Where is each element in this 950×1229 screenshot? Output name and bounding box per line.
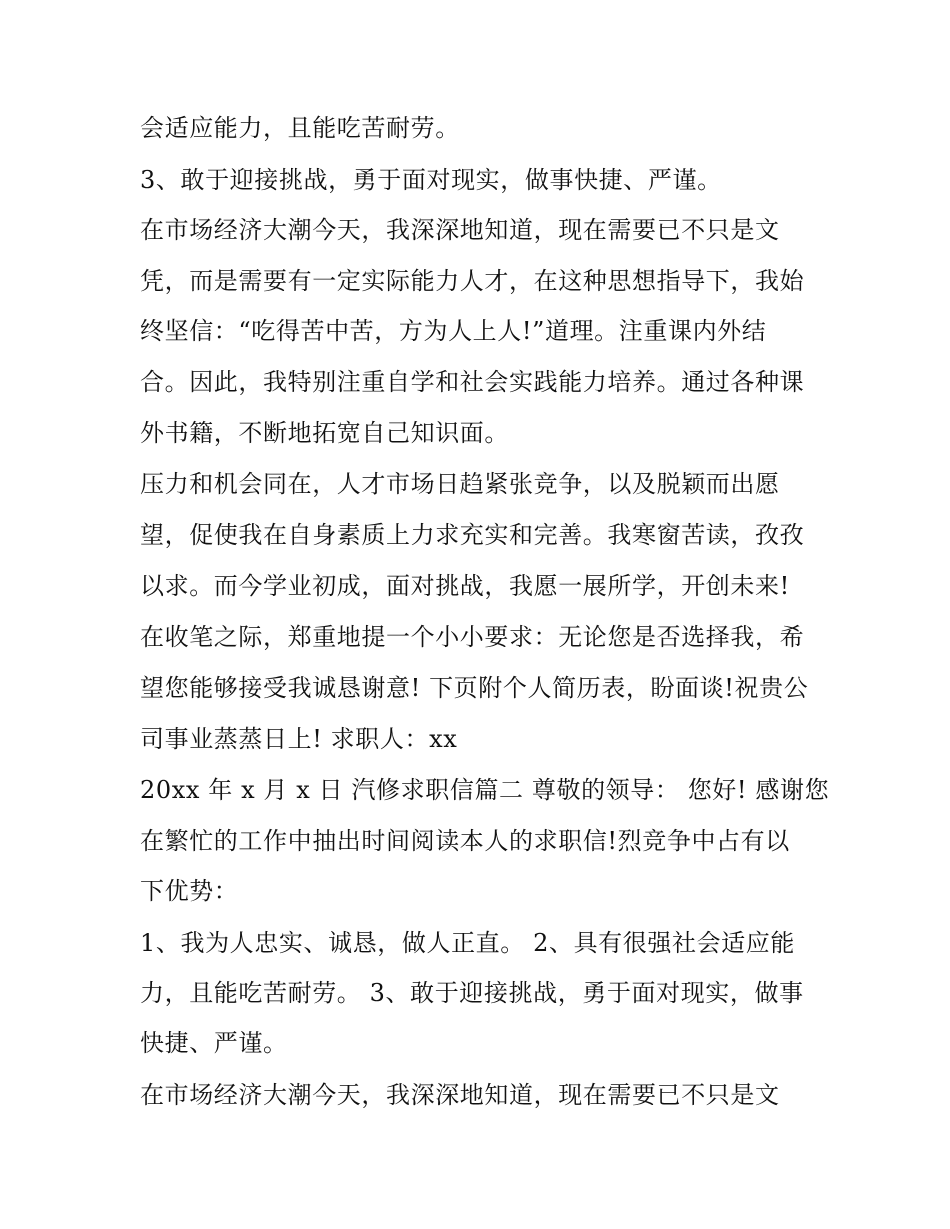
- text-line: 司事业蒸蒸日上! 求职人：xx: [140, 725, 458, 753]
- text-line: 20xx 年 x 月 x 日 汽修求职信篇二 尊敬的领导： 您好! 感谢您: [140, 776, 830, 804]
- text-line: 终坚信：“吃得苦中苦，方为人上人!”道理。注重课内外结: [140, 317, 767, 345]
- text-line: 力，且能吃苦耐劳。 3、敢于迎接挑战，勇于面对现实，做事: [140, 979, 804, 1007]
- text-line: 以求。而今学业初成，面对挑战，我愿一展所学，开创未来!: [140, 572, 790, 600]
- text-line: 外书籍，不断地拓宽自己知识面。: [140, 419, 509, 447]
- text-line: 望您能够接受我诚恳谢意! 下页附个人简历表，盼面谈!祝贵公: [140, 674, 809, 702]
- text-line: 压力和机会同在，人才市场日趋紧张竞争，以及脱颖而出愿: [140, 470, 780, 498]
- text-line: 在市场经济大潮今天，我深深地知道，现在需要已不只是文: [140, 1081, 780, 1109]
- text-line: 3、敢于迎接挑战，勇于面对现实，做事快捷、严谨。: [140, 166, 722, 194]
- text-line: 在收笔之际，郑重地提一个小小要求：无论您是否选择我，希: [140, 623, 805, 651]
- text-line: 在繁忙的工作中抽出时间阅读本人的求职信!烈竞争中占有以: [140, 827, 790, 855]
- text-line: 合。因此，我特别注重自学和社会实践能力培养。通过各种课: [140, 368, 805, 396]
- text-line: 望，促使我在自身素质上力求充实和完善。我寒窗苦读，孜孜: [140, 521, 805, 549]
- text-line: 下优势：: [140, 877, 239, 905]
- text-line: 快捷、严谨。: [140, 1029, 288, 1057]
- text-line: 会适应能力，且能吃苦耐劳。: [140, 114, 460, 142]
- text-line: 1、我为人忠实、诚恳，做人正直。 2、具有很强社会适应能: [140, 929, 795, 957]
- text-line: 凭，而是需要有一定实际能力人才，在这种思想指导下，我始: [140, 267, 805, 295]
- text-line: 在市场经济大潮今天，我深深地知道，现在需要已不只是文: [140, 216, 780, 244]
